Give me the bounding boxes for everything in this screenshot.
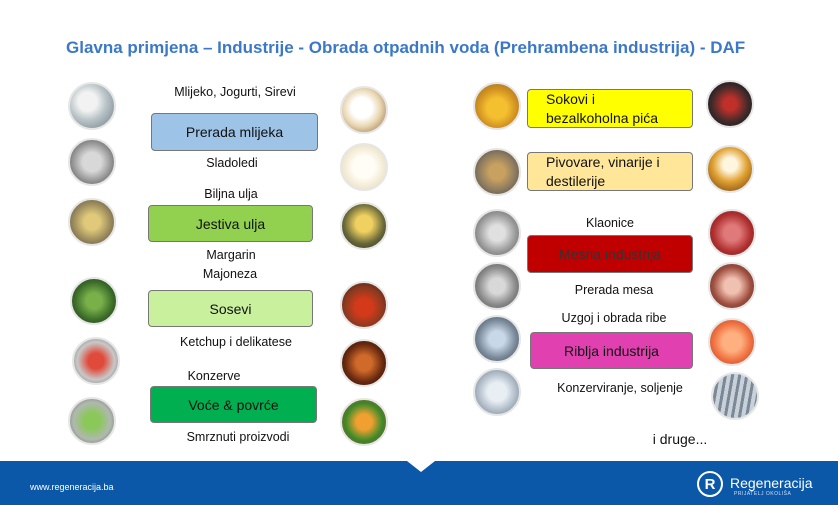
ice-cream-machine-photo	[68, 138, 116, 186]
meat-processing-line-photo	[473, 262, 521, 310]
meat-processing-text: Prerada mesa	[574, 283, 654, 297]
brewery-box	[527, 152, 693, 191]
sauce-jars-photo	[340, 281, 388, 329]
footer-notch	[407, 461, 435, 472]
oil-factory-photo	[68, 198, 116, 246]
website-url[interactable]: www.regeneracija.ba	[30, 482, 114, 492]
sardines-photo	[711, 372, 759, 420]
juices-box-line2: bezalkoholna pića	[546, 109, 659, 126]
dairy-products-text: Mlijeko, Jogurti, Sirevi	[174, 85, 296, 99]
raw-meat-photo	[708, 209, 756, 257]
regeneracija-logo-icon: R	[697, 471, 723, 497]
canned-text: Konzerve	[187, 369, 241, 383]
brewery-tanks-photo	[473, 148, 521, 196]
salmon-photo	[708, 318, 756, 366]
pickled-jars-photo	[340, 339, 388, 387]
logo-tagline: PRIJATELJ OKOLIŠA	[734, 491, 792, 497]
milk-products-photo	[340, 86, 388, 134]
sauce-production-photo	[70, 277, 118, 325]
juice-bottles-photo	[473, 82, 521, 130]
edible-oils-box: Jestiva ulja	[148, 205, 313, 242]
fish-industry-box: Riblja industrija	[530, 332, 693, 369]
beer-glass-photo	[706, 145, 754, 193]
slaughterhouses-text: Klaonice	[586, 216, 634, 230]
vegetable-washing-photo	[68, 397, 116, 445]
page-title: Glavna primjena – Industrije - Obrada otpadnih voda (Prehrambena industrija) - DAF	[66, 38, 746, 57]
fish-processing-photo	[473, 315, 521, 363]
tomato-line-photo	[72, 337, 120, 385]
mixed-vegetables-photo	[340, 398, 388, 446]
frozen-products-text: Smrznuti proizvodi	[186, 430, 290, 444]
soft-drink-photo	[706, 80, 754, 128]
brewery-box-line1: Pivovare, vinarije i	[546, 153, 660, 170]
dairy-processing-box: Prerada mlijeka	[151, 113, 318, 151]
fruit-vegetables-box: Voće & povrće	[150, 386, 317, 423]
fish-farming-text: Uzgoj i obrada ribe	[561, 311, 667, 325]
dairy-bottling-photo	[68, 82, 116, 130]
logo-name: Regeneracija	[730, 475, 813, 491]
ice-cream-photo	[340, 143, 388, 191]
mayonnaise-text: Majoneza	[202, 267, 258, 281]
ice-cream-text: Sladoledi	[206, 156, 258, 170]
meat-industry-box: Mesna industrija	[527, 235, 693, 273]
meat-cuts-photo	[708, 262, 756, 310]
others-text: i druge...	[652, 431, 708, 447]
margarine-text: Margarin	[206, 248, 256, 262]
sauces-box: Sosevi	[148, 290, 313, 327]
ketchup-text: Ketchup i delikatese	[180, 335, 292, 349]
brewery-box-line2: destilerije	[546, 172, 606, 189]
fish-canning-photo	[473, 368, 521, 416]
vegetable-oils-text: Biljna ulja	[204, 187, 258, 201]
juices-box	[527, 89, 693, 128]
slaughterhouse-photo	[473, 209, 521, 257]
canning-salting-text: Konzerviranje, soljenje	[557, 381, 683, 395]
oil-bottle-photo	[340, 202, 388, 250]
juices-box-line1: Sokovi i	[546, 90, 596, 107]
